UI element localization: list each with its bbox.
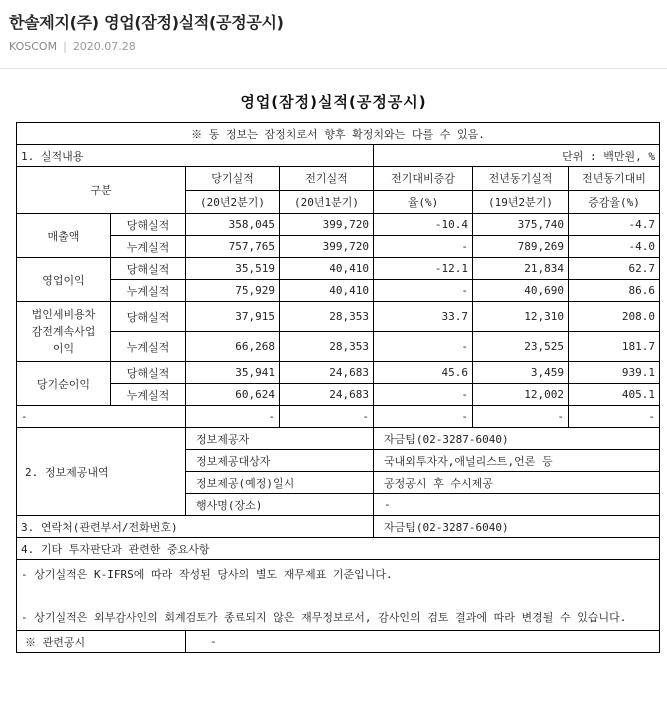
- cell-qoq: 45.6: [374, 362, 473, 384]
- table-row: [17, 362, 660, 384]
- header-yoy-base: 전년동기실적: [473, 167, 569, 191]
- cell-previous: -: [280, 406, 374, 428]
- cell-qoq: -: [374, 280, 473, 302]
- disclosure-table: [16, 122, 660, 653]
- header-category: 구분: [17, 167, 186, 214]
- section2-title: 2. 정보제공내역: [17, 428, 186, 516]
- item-line: 감전계속사업: [31, 325, 96, 338]
- cell-yoy-base: 375,740: [473, 214, 569, 236]
- cell-current: -: [186, 406, 280, 428]
- cell-yoy: 405.1: [569, 384, 660, 406]
- cell-yoy-base: -: [473, 406, 569, 428]
- cell-yoy: 86.6: [569, 280, 660, 302]
- article-meta: [9, 40, 136, 53]
- cell-previous: 40,410: [280, 280, 374, 302]
- cell-yoy-base: 3,459: [473, 362, 569, 384]
- cell-previous: 28,353: [280, 332, 374, 362]
- header-yoy-sub: 증감율(%): [569, 190, 660, 214]
- cell-previous: 40,410: [280, 258, 374, 280]
- cell-previous: 24,683: [280, 384, 374, 406]
- table-row: [17, 258, 660, 280]
- cell-yoy: 62.7: [569, 258, 660, 280]
- info-label: 정보제공(예정)일시: [186, 472, 374, 494]
- cell-current: 35,941: [186, 362, 280, 384]
- row-sub: 누계실적: [111, 384, 186, 406]
- section4-row: [17, 538, 660, 560]
- cell-yoy: -4.7: [569, 214, 660, 236]
- table-row: [17, 302, 660, 332]
- section1-title: 1. 실적내용: [17, 145, 374, 167]
- header-yoy-base-sub: (19년2분기): [473, 190, 569, 214]
- row-sub: 누계실적: [111, 236, 186, 258]
- cell-yoy-base: 12,310: [473, 302, 569, 332]
- cell-qoq: -: [374, 332, 473, 362]
- related-value: -: [186, 631, 660, 653]
- cell-current: 37,915: [186, 302, 280, 332]
- related-row: [17, 631, 660, 653]
- header-qoq: 전기대비증감: [374, 167, 473, 191]
- header-current: 당기실적: [186, 167, 280, 191]
- cell-previous: 399,720: [280, 236, 374, 258]
- cell-current: 75,929: [186, 280, 280, 302]
- cell-yoy: 181.7: [569, 332, 660, 362]
- cell-yoy-base: 23,525: [473, 332, 569, 362]
- related-label: ※ 관련공시: [17, 631, 186, 653]
- row-item-net-income: 당기순이익: [17, 362, 111, 406]
- section4-item: - 상기실적은 외부감사인의 회계검토가 종료되지 않은 재무정보로서, 감사인의 검토 결과에 따라 변경될 수 있습니다.: [21, 611, 627, 624]
- cell-current: 35,519: [186, 258, 280, 280]
- info-label: 정보제공자: [186, 428, 374, 450]
- row-item-operating-profit: 영업이익: [17, 258, 111, 302]
- row-item-empty: -: [17, 406, 186, 428]
- header-current-sub: (20년2분기): [186, 190, 280, 214]
- info-value: -: [374, 494, 660, 516]
- row-sub: 누계실적: [111, 332, 186, 362]
- row-item-pretax-income: [17, 302, 111, 362]
- header-previous-sub: (20년1분기): [280, 190, 374, 214]
- cell-qoq: 33.7: [374, 302, 473, 332]
- row-item-revenue: 매출액: [17, 214, 111, 258]
- source-label: KOSCOM: [9, 40, 58, 53]
- cell-yoy: -: [569, 406, 660, 428]
- table-header-row: [17, 167, 660, 191]
- document-title: 영업(잠정)실적(공정공시): [240, 93, 427, 111]
- notice-text: ※ 동 정보는 잠정치로서 향후 확정치와는 다를 수 있음.: [17, 123, 660, 145]
- cell-qoq: -: [374, 236, 473, 258]
- contact-row: [17, 516, 660, 538]
- cell-previous: 24,683: [280, 362, 374, 384]
- section4-content-row: [17, 560, 660, 631]
- unit-label: 단위 : 백만원, %: [374, 145, 660, 167]
- cell-current: 757,765: [186, 236, 280, 258]
- row-sub: 누계실적: [111, 280, 186, 302]
- table-row: [17, 236, 660, 258]
- section4-title: 4. 기타 투자판단과 관련한 중요사항: [17, 538, 660, 560]
- info-value: 공정공시 후 수시제공: [374, 472, 660, 494]
- table-row: [17, 280, 660, 302]
- cell-qoq: -10.4: [374, 214, 473, 236]
- table-row: [17, 332, 660, 362]
- info-row: [17, 428, 660, 450]
- row-sub: 당해실적: [111, 302, 186, 332]
- page-title: 한솔제지(주) 영업(잠정)실적(공정공시): [9, 13, 284, 32]
- item-line: 법인세비용차: [31, 308, 96, 321]
- meta-separator: |: [63, 40, 67, 53]
- table-row: [17, 406, 660, 428]
- cell-previous: 399,720: [280, 214, 374, 236]
- info-label: 정보제공대상자: [186, 450, 374, 472]
- info-value: 자금팀(02-3287-6040): [374, 428, 660, 450]
- cell-yoy: 208.0: [569, 302, 660, 332]
- cell-yoy-base: 40,690: [473, 280, 569, 302]
- cell-qoq: -: [374, 384, 473, 406]
- cell-yoy-base: 12,002: [473, 384, 569, 406]
- section3-value: 자금팀(02-3287-6040): [374, 516, 660, 538]
- cell-yoy-base: 21,834: [473, 258, 569, 280]
- table-row: [17, 384, 660, 406]
- cell-current: 66,268: [186, 332, 280, 362]
- item-line: 이익: [52, 342, 75, 355]
- section1-row: [17, 145, 660, 167]
- cell-previous: 28,353: [280, 302, 374, 332]
- row-sub: 당해실적: [111, 258, 186, 280]
- info-label: 행사명(장소): [186, 494, 374, 516]
- info-value: 국내외투자자,애널리스트,언론 등: [374, 450, 660, 472]
- cell-yoy-base: 789,269: [473, 236, 569, 258]
- cell-yoy: -4.0: [569, 236, 660, 258]
- cell-yoy: 939.1: [569, 362, 660, 384]
- disclosure-header: [0, 0, 667, 69]
- cell-current: 358,045: [186, 214, 280, 236]
- cell-qoq: -: [374, 406, 473, 428]
- header-yoy: 전년동기대비: [569, 167, 660, 191]
- section3-title: 3. 연락처(관련부서/전화번호): [17, 516, 374, 538]
- row-sub: 당해실적: [111, 214, 186, 236]
- row-sub: 당해실적: [111, 362, 186, 384]
- publish-date: 2020.07.28: [72, 40, 136, 53]
- section4-item: - 상기실적은 K-IFRS에 따라 작성된 당사의 별도 재무제표 기준입니다.: [21, 568, 393, 581]
- notice-row: [17, 123, 660, 145]
- cell-current: 60,624: [186, 384, 280, 406]
- table-row: [17, 214, 660, 236]
- header-qoq-sub: 율(%): [374, 190, 473, 214]
- header-previous: 전기실적: [280, 167, 374, 191]
- section4-content: [17, 560, 660, 631]
- cell-qoq: -12.1: [374, 258, 473, 280]
